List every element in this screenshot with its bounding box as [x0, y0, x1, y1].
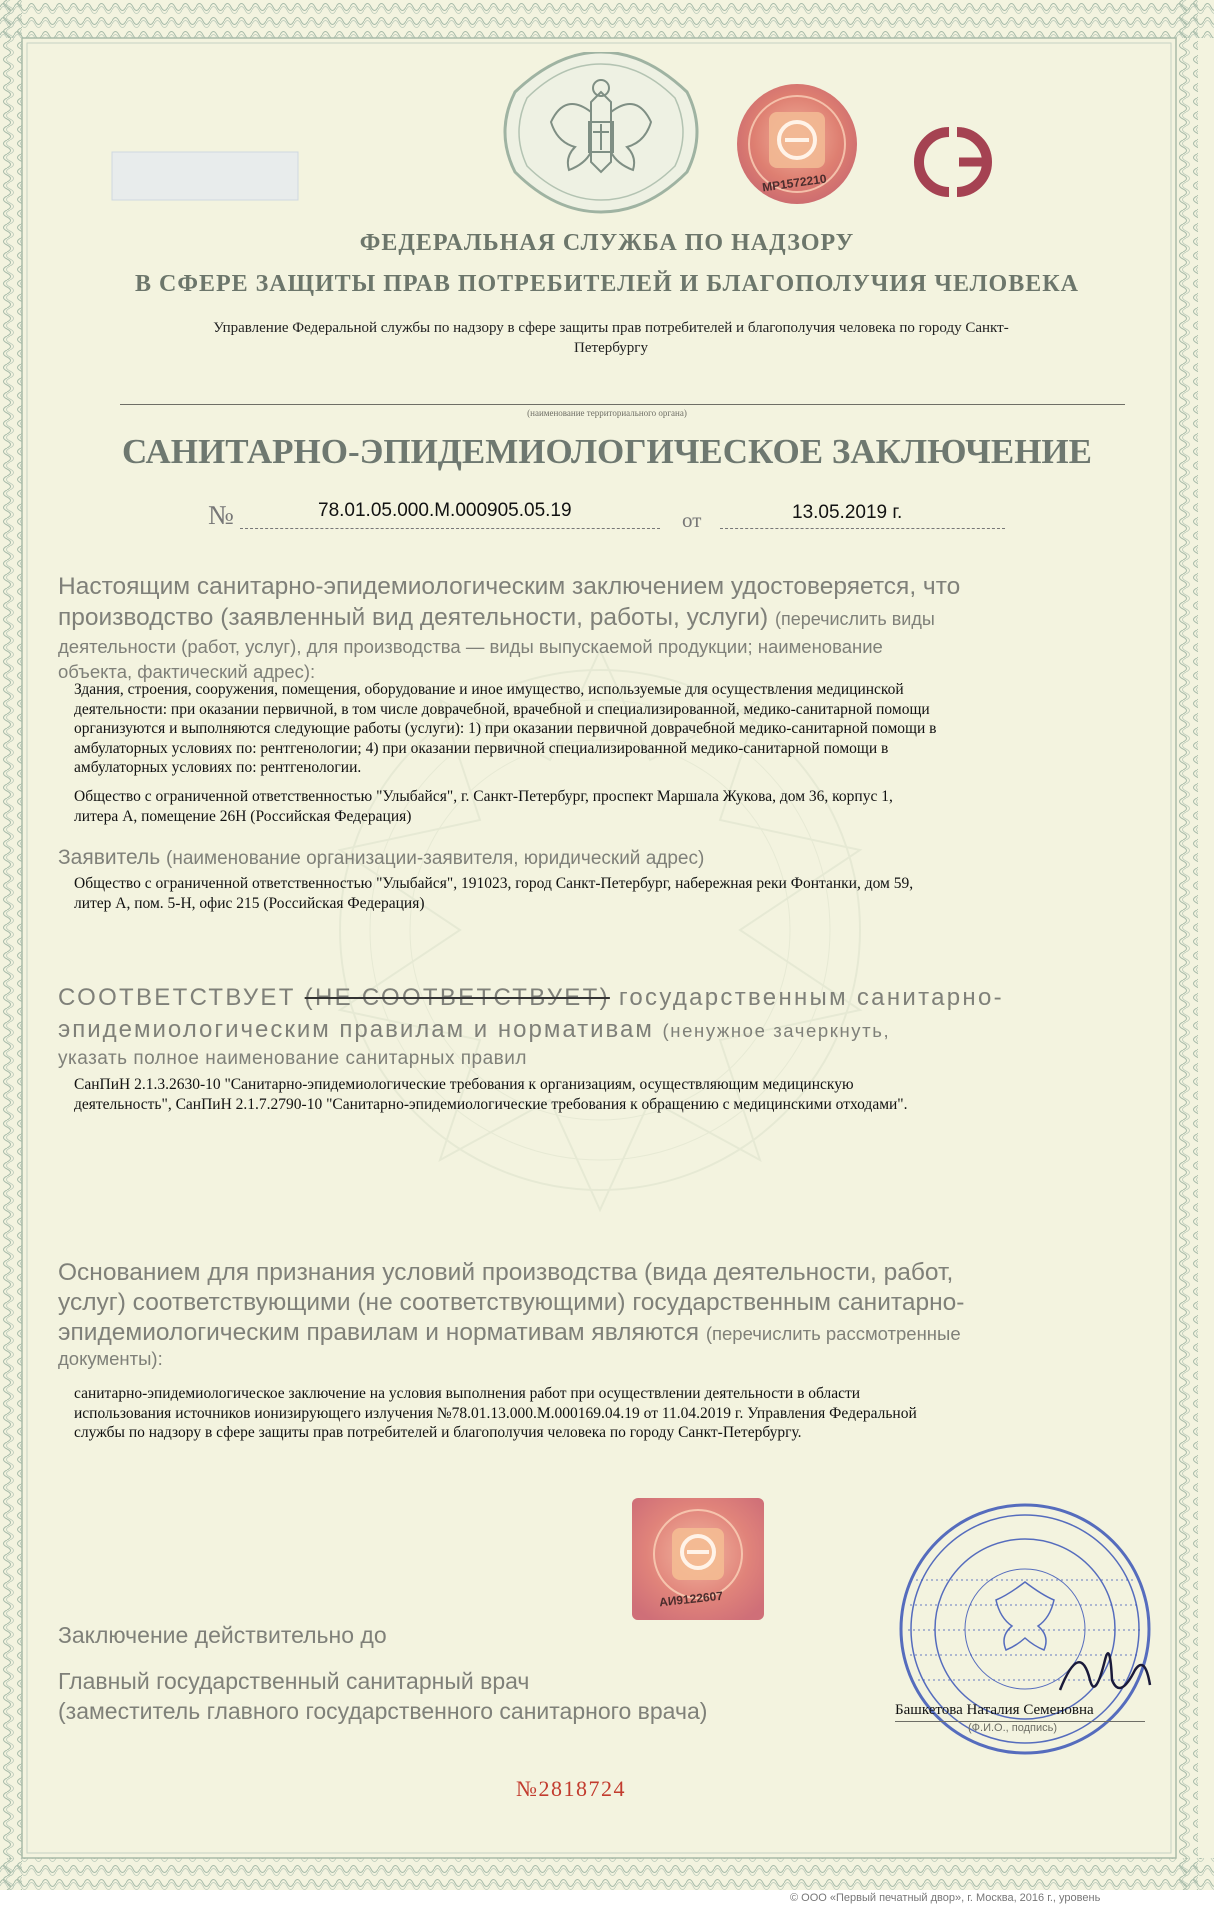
production-text-line: амбулаторных условиях по: рентгенологии.: [74, 759, 362, 776]
conformity-line2-small: (ненужное зачеркнуть,: [662, 1020, 891, 1041]
basis-block: [58, 1258, 964, 1349]
production-address-line: литера А, помещение 26Н (Российская Федерация): [74, 807, 412, 825]
territorial-body: [96, 318, 1126, 358]
number-underline: [240, 528, 660, 529]
production-address-line: Общество с ограниченной ответственностью "Улыбайся", г. Санкт-Петербург, проспект Маршала Жукова, дом 36, корпус 1,: [74, 788, 893, 805]
hologram-seal-icon: [729, 82, 865, 212]
applicant-hint: (наименование организации-заявителя, юридический адрес): [166, 848, 705, 869]
production-intro-line1: Настоящим санитарно-эпидемиологическим заключением удостоверяется, что: [58, 573, 961, 600]
valid-until-label: Заключение действительно до: [58, 1622, 387, 1648]
date-underline: [720, 528, 1005, 529]
doctor-title-line2: (заместитель главного государственного санитарного врача): [58, 1698, 708, 1724]
agency-title-line2: В СФЕРЕ ЗАЩИТЫ ПРАВ ПОТРЕБИТЕЛЕЙ И БЛАГОПОЛУЧИЯ ЧЕЛОВЕКА: [135, 271, 1079, 297]
agency-title-line1: ФЕДЕРАЛЬНАЯ СЛУЖБА ПО НАДЗОРУ: [359, 230, 855, 256]
basis-doc-line: санитарно-эпидемиологическое заключение на условия выполнения работ при осуществлении деятельности в области: [74, 1385, 861, 1402]
basis-line3-main: эпидемиологическим правилам и нормативам являются: [58, 1319, 700, 1346]
basis-line2: услуг) соответствующими (не соответствующими) государственным санитарно-: [58, 1289, 965, 1316]
production-intro-line3: деятельности (работ, услуг), для производства — виды выпускаемой продукции; наименование: [58, 636, 883, 657]
signature-icon: [1050, 1630, 1160, 1710]
production-intro-line2: [58, 604, 935, 632]
conformity-word: СООТВЕТСТВУЕТ: [58, 984, 296, 1011]
hologram-bottom-serial: АИ9122607: [658, 1588, 724, 1610]
territorial-body-line2: Петербургу: [574, 340, 648, 356]
basis-line3: [58, 1318, 964, 1349]
territorial-body-caption: (наименование территориального органа): [527, 408, 687, 418]
production-intro-line4: объекта, фактический адрес):: [58, 661, 316, 682]
applicant-label: Заявитель: [58, 846, 161, 869]
basis-line1: Основанием для признания условий производства (вида деятельности, работ,: [58, 1259, 954, 1286]
production-intro-line2-small: (перечислить виды: [774, 609, 935, 629]
production-text-line: деятельности: при оказании первичной, в том числе доврачебной, врачебной и специализированной, медико-санитарной помощи: [74, 700, 930, 718]
production-text-line: амбулаторных условиях по: рентгенологии; 4) при оказании первичной специализированной медико-санитарной помощи в: [74, 739, 889, 757]
conformity-line2-main: эпидемиологическим правилам и нормативам: [58, 1016, 654, 1043]
conformity-line1: [58, 984, 1004, 1012]
signatory-name: Башкетова Наталия Семеновна: [895, 1702, 1094, 1718]
emblem-icon: [495, 52, 707, 214]
applicant-heading: [58, 846, 704, 870]
conformity-line3: указать полное наименование санитарных правил: [58, 1048, 527, 1069]
conformity-rules-line: СанПиН 2.1.3.2630-10 "Санитарно-эпидемиологические требования к организациям, осуществляющим медицинскую: [74, 1076, 854, 1093]
document-date: 13.05.2019 г.: [792, 502, 903, 523]
doctor-title: [58, 1666, 707, 1726]
production-address: [74, 787, 893, 826]
production-intro: [58, 572, 1155, 602]
conformity-rules: [74, 1075, 908, 1114]
applicant-text: [74, 874, 913, 913]
hologram-top-serial: МР1572210: [761, 171, 828, 195]
production-text-line: Здания, строения, сооружения, помещения, оборудование и иное имущество, используемые для осуществления медицинской: [74, 681, 904, 698]
date-label: от: [682, 508, 702, 532]
basis-docs: [74, 1384, 917, 1443]
basis-doc-line: службы по надзору в сфере защиты прав потребителей и благополучия человека по городу Санкт-Петербургу.: [74, 1424, 802, 1441]
territorial-body-underline: [120, 404, 1125, 405]
signatory-caption: (Ф.И.О., подпись): [968, 1722, 1058, 1734]
conformity-rules-line: деятельность", СанПиН 2.1.7.2790-10 "Санитарно-эпидемиологические требования к обращению с медицинскими отходами".: [74, 1095, 908, 1113]
conformity-line2: [58, 1016, 890, 1044]
basis-doc-line: использования источников ионизирующего излучения №78.01.13.000.М.000169.04.19 от 11.04.2019 г. Управления Федеральной: [74, 1404, 917, 1422]
basis-line4: документы):: [58, 1348, 163, 1369]
territorial-body-line1: Управление Федеральной службы по надзору в сфере защиты прав потребителей и благополучия человека по городу Санкт-: [213, 320, 1009, 336]
conformity-mark-icon: [893, 124, 1013, 200]
doctor-title-line1: Главный государственный санитарный врач: [58, 1668, 530, 1694]
production-text: [74, 680, 936, 778]
form-number: №2818724: [516, 1776, 626, 1801]
production-intro-line2-main: производство (заявленный вид деятельности, работы, услуги): [58, 604, 769, 631]
official-stamp-icon: [896, 1500, 1154, 1758]
document-number: 78.01.05.000.М.000905.05.19: [318, 500, 572, 521]
conformity-line1-rest: государственным санитарно-: [618, 984, 1004, 1011]
number-label: №: [208, 500, 234, 530]
production-text-line: организуются и выполняются следующие работы (услуги): 1) при оказании первичной доврачебной медико-санитарной помощи в: [74, 720, 937, 737]
conformity-struck: (НЕ СООТВЕТСТВУЕТ): [304, 984, 610, 1011]
document-title: САНИТАРНО-ЭПИДЕМИОЛОГИЧЕСКОЕ ЗАКЛЮЧЕНИЕ: [121, 432, 1092, 471]
applicant-line: литер А, пом. 5-Н, офис 215 (Российская Федерация): [74, 894, 425, 912]
printer-imprint: © ООО «Первый печатный двор», г. Москва, 2016 г., уровень: [790, 1892, 1101, 1904]
basis-line3-small: (перечислить рассмотренные: [705, 1323, 961, 1344]
applicant-line: Общество с ограниченной ответственностью "Улыбайся", 191023, город Санкт-Петербург, набережная реки Фонтанки, дом 59,: [74, 875, 914, 892]
